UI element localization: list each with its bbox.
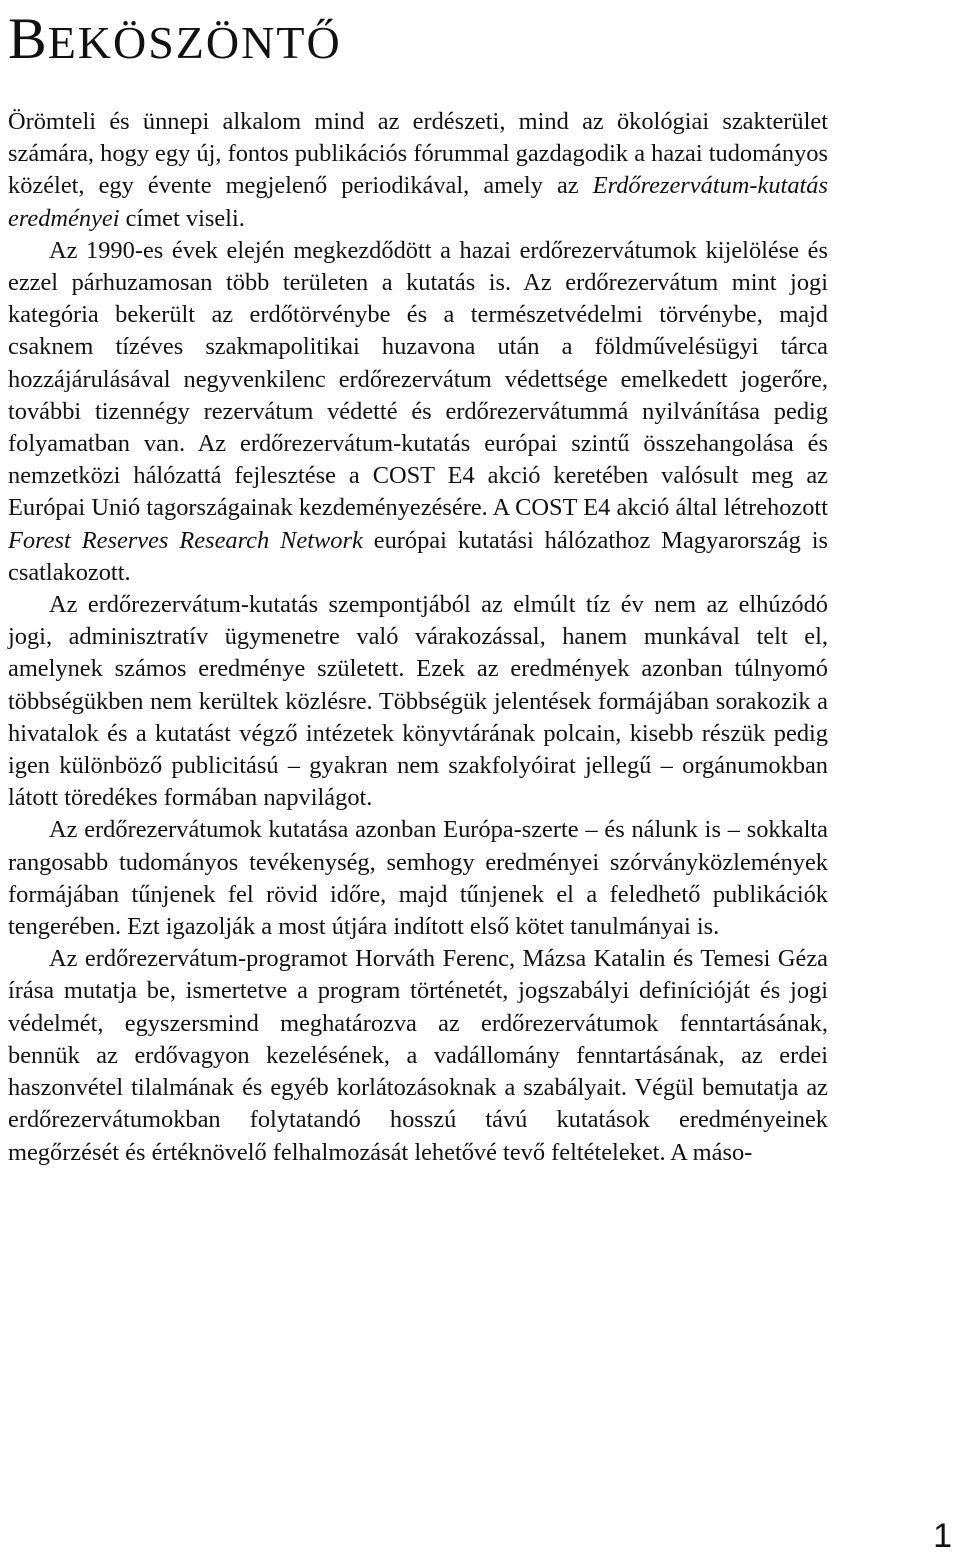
paragraph: [8, 106, 828, 235]
italic-text: Forest Reserves Research Network: [8, 526, 363, 554]
page-number: 1: [933, 1517, 952, 1555]
paragraph-text: európai kutatási hálózathoz Magyarország is csatlakozott.: [8, 526, 828, 586]
document-body: [8, 106, 828, 1169]
paragraph-text: Az erdőrezervátum-kutatás szempontjából az elmúlt tíz év nem az elhúzódó jogi, adminisztratív ügymenetre való várakozással, hanem munkával telt el, amelynek számos eredménye született. Ezek az eredmények azonban túlnyomó többségükben nem kerültek közlésre. Többségük jelentések formájában sorakozik a hivatalok és a kutatást végző intézetek könyvtárának polcain, kisebb részük pedig igen különböző publicitású – gyakran nem szakfolyóirat jellegű – orgánumokban látott töredékes formában napvilágot.: [8, 591, 828, 812]
italic-text: Erdőrezervátum-kutatás eredményei: [8, 172, 828, 232]
page-title: [8, 6, 342, 76]
paragraph-text: Az 1990-es évek elején megkezdődött a hazai erdőrezervátumok kijelölése és ezzel párhuzamosan több területen a kutatás is. Az erdőrezervátum mint jogi kategória bekerült az erdőtörvénybe és a természetvédelmi törvénybe, majd csaknem tízéves szakmapolitikai huzavona után a földművelésügyi tárca hozzájárulásával negyvenkilenc erdőrezervátum védettsége emelkedett jogerőre, további tizennégy rezervátum védetté és erdőrezervátummá nyilvánítása pedig folyamatban van. Az erdőrezervátum-kutatás európai szintű összehangolása és nemzetközi hálózattá fejlesztése a COST E4 akció keretében valósult meg az Európai Unió tagországainak kezdeményezésére. A COST E4 akció által létrehozott: [8, 236, 828, 522]
paragraph: [8, 943, 828, 1168]
paragraph-text: Az erdőrezervátum-programot Horváth Ferenc, Mázsa Katalin és Temesi Géza írása mutatja be, ismertetve a program történetét, jogszabályi definícióját és jogi védelmét, egyszersmind meghatározva az erdőrezervátumok fenntartásának, bennük az erdővagyon kezelésének, a vadállomány fenntartásának, az erdei haszonvétel tilalmának és egyéb korlátozásoknak a szabályait. Végül bemutatja az erdőrezervátumokban folytatandó hosszú távú kutatások eredményeinek megőrzését és értéknövelő felhalmozását lehetővé tevő feltételeket. A máso-: [8, 945, 828, 1166]
paragraph-text: Az erdőrezervátumok kutatása azonban Európa-szerte – és nálunk is – sokkalta rangosabb tudományos tevékenység, semhogy eredményei szórványközlemények formájában tűnjenek fel rövid időre, majd tűnjenek el a feledhető publikációk tengerében. Ezt igazolják a most útjára indított első kötet tanulmányai is.: [8, 816, 828, 941]
paragraph: [8, 235, 828, 589]
document-page: [8, 0, 828, 1560]
paragraph-text: címet viseli.: [119, 204, 245, 232]
paragraph: [8, 589, 828, 814]
paragraph-text: Örömteli és ünnepi alkalom mind az erdészeti, mind az ökológiai szakterület számára, hogy egy új, fontos publikációs fórummal gazdagodik a hazai tudományos közélet, egy évente megjelenő periodikával, amely az: [8, 108, 828, 200]
title-rest: EKÖSZÖNTŐ: [47, 17, 342, 68]
title-initial: B: [8, 6, 48, 71]
paragraph: [8, 814, 828, 943]
